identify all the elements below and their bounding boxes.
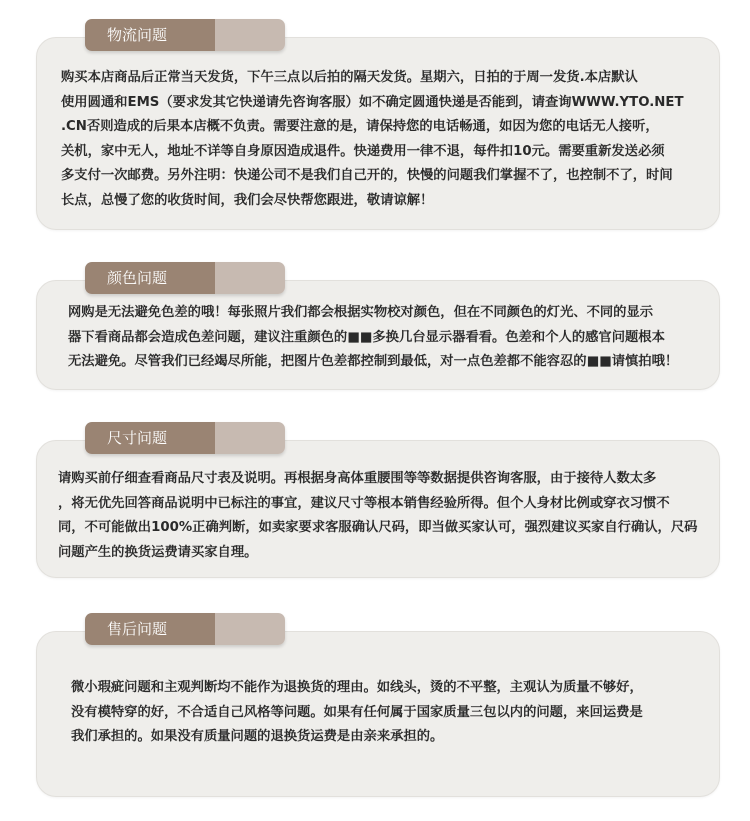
section-line: 多支付一次邮费。另外注明：快递公司不是我们自己开的，快慢的问题我们掌握不了，也控制不了，时间 [61,168,673,183]
section-box [36,631,720,797]
section-title: 颜色问题 [85,262,215,294]
section-line: 我们承担的。如果没有质量问题的退换货运费是由亲来承担的。 [71,729,444,744]
section-line: 没有模特穿的好，不合适自己风格等问题。如果有任何属于国家质量三包以内的问题，来回运费是 [71,704,643,720]
section-box [36,440,720,578]
section-tab [85,19,285,51]
section-line: .CN否则造成的后果本店概不负责。需要注意的是，请保持您的电话畅通，如因为您的电话无人接听， [61,119,659,134]
section-line: 购买本店商品后正常当天发货，下午三点以后拍的隔天发货。星期六，日拍的于周一发货.本店默认 [61,70,638,85]
section-title: 物流问题 [85,19,215,51]
section-line: 同，不可能做出100%正确判断，如卖家要求客服确认尺码，即当做买家认可，强烈建议买家自行确认，尺码 [58,520,698,535]
section-title: 尺寸问题 [85,422,215,454]
section-tab [85,262,285,294]
section-line: 微小瑕疵问题和主观判断均不能作为退换货的理由。如线头，烫的不平整，主观认为质量不够好， [71,680,643,695]
section-line: 网购是无法避免色差的哦！每张照片我们都会根据实物校对颜色，但在不同颜色的灯光、不同的显示 [68,305,654,320]
section-line: 关机，家中无人，地址不详等自身原因造成退件。快递费用一律不退，每件扣10元。需要重新发送必须 [61,143,665,159]
section-line: 无法避免。尽管我们已经竭尽所能，把图片色差都控制到最低，对一点色差都不能容忍的■■请慎拍哦！ [68,354,679,369]
section-line: 器下看商品都会造成色差问题，建议注重颜色的■■多换几台显示器看看。色差和个人的感官问题根本 [68,329,665,345]
section-line: 问题产生的换货运费请买家自理。 [58,544,258,560]
section-line: 长点，总慢了您的收货时间，我们会尽快帮您跟进，敬请谅解！ [61,192,434,208]
section-box [36,37,720,230]
section-tab [85,422,285,454]
section-line: 使用圆通和EMS（要求发其它快递请先咨询客服）如不确定圆通快递是否能到，请查询WWW.YTO.NET [61,94,684,110]
section-title: 售后问题 [85,613,215,645]
section-box [36,280,720,390]
section-line: 请购买前仔细查看商品尺寸表及说明。再根据身高体重腰围等等数据提供咨询客服，由于接待人数太多 [58,471,657,486]
section-tab [85,613,285,645]
section-line: ，将无优先回答商品说明中已标注的事宜，建议尺寸等根本销售经验所得。但个人身材比例或穿衣习惯不 [58,495,670,511]
